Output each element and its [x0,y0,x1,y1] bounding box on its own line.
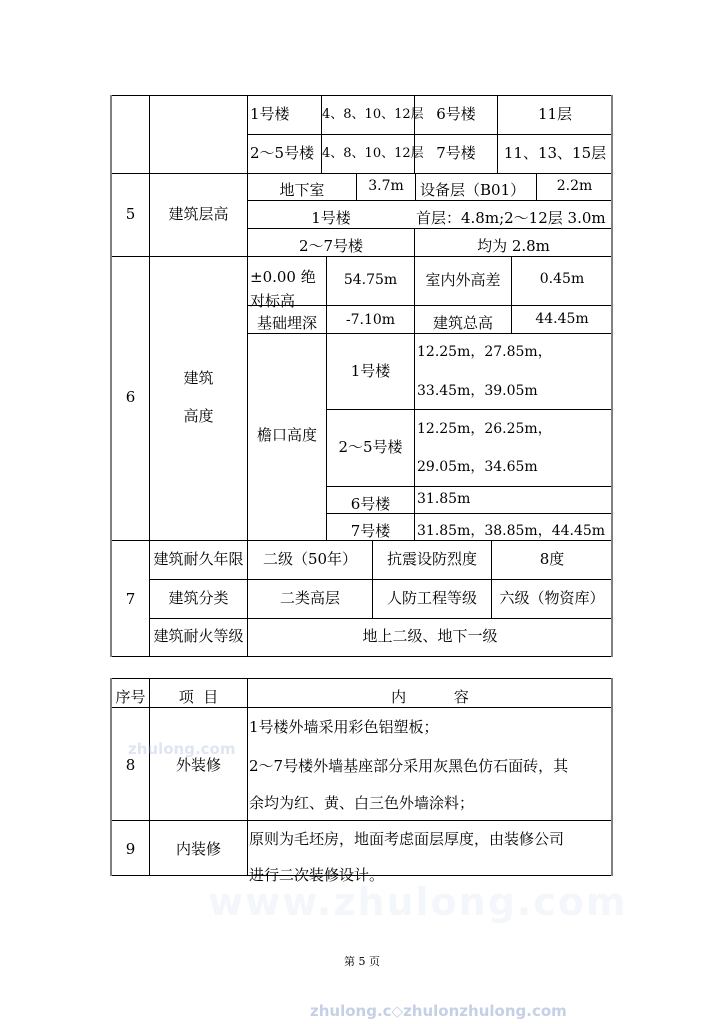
eave-values-7: 31.85m，38.85m，44.45m [417,523,606,539]
cell-building-6: 6号楼 [436,105,476,123]
row8-line2: 2～7号楼外墙基座部分采用灰黑色仿石面砖，其 [249,757,569,775]
cell-building-1: 1号楼 [250,105,290,123]
header-content: 内 容 [391,688,469,706]
civil-defense-value: 六级（物资库） [499,589,605,607]
eave-values-2-5-line1: 12.25m，26.25m， [417,421,552,437]
basement-value: 3.7m [368,178,404,194]
fire-rating-label: 建筑耐火等级 [153,627,244,645]
cell-floors-6: 11层 [537,105,573,123]
cell-building-2-5: 2～5号楼 [250,144,315,162]
basement-label: 地下室 [279,181,325,199]
watermark-bottom: zhulong.c◇zhulonzhulong.com [310,1002,567,1020]
seismic-value: 8度 [539,550,565,568]
row8-line1: 1号楼外墙采用彩色铝塑板； [249,718,439,736]
row-item: 建筑层高 [168,205,229,223]
equipment-floor-value: 2.2m [556,178,593,194]
eave-values-6: 31.85m [417,491,471,507]
fire-rating-value: 地上二级、地下一级 [362,627,498,645]
durability-value: 二级（50年） [262,550,358,568]
foundation-depth-label: 基础埋深 [256,314,317,332]
watermark-large: www.zhulong.com [208,880,628,924]
eave-height-label: 檐口高度 [256,426,317,444]
eave-building-1: 1号楼 [350,362,391,380]
building-1-height: 首层：4.8m;2～12层 3.0m [416,209,606,227]
eave-values-1-line1: 12.25m，27.85m， [417,344,552,360]
row-number: 8 [125,756,136,774]
eave-building-7: 7号楼 [350,522,391,540]
row-number: 5 [125,205,136,223]
row-number: 6 [125,388,136,406]
page-number: 第 5 页 [344,955,380,968]
equipment-floor-label: 设备层（B01） [420,181,526,199]
absolute-elevation-value: 54.75m [343,272,398,288]
indoor-outdoor-diff-value: 0.45m [539,271,585,287]
row-number: 7 [125,590,136,608]
building-2-7-height: 均为 2.8m [477,237,550,255]
total-height-value: 44.45m [535,311,589,327]
indoor-outdoor-diff-label: 室内外高差 [425,271,501,289]
foundation-depth-value: -7.10m [345,312,396,328]
cell-floors-7: 11、13、15层 [503,144,607,162]
header-item: 项 目 [178,688,219,706]
eave-values-2-5-line2: 29.05m，34.65m [417,459,538,475]
row-item: 内装修 [175,840,221,858]
cell-building-7: 7号楼 [436,144,476,162]
building-1-label: 1号楼 [311,209,351,227]
row-item: 外装修 [175,756,221,774]
total-height-label: 建筑总高 [432,314,493,332]
seismic-label: 抗震设防烈度 [386,550,477,568]
watermark-small: zhulong.com [128,740,236,758]
eave-building-2-5: 2～5号楼 [338,438,403,456]
durability-label: 建筑耐久年限 [153,550,244,568]
row-item-line2: 高度 [183,407,214,425]
row-number: 9 [125,840,136,858]
row-item-line1: 建筑 [183,369,214,387]
eave-building-6: 6号楼 [350,495,391,513]
cell-floors-2-5: 4、8、10、12层 [322,146,424,161]
eave-values-1-line2: 33.45m，39.05m [417,383,538,399]
civil-defense-label: 人防工程等级 [386,589,477,607]
row9-line1: 原则为毛坯房，地面考虑面层厚度，由装修公司 [249,830,565,848]
header-number: 序号 [115,688,146,706]
row8-line3: 余均为红、黄、白三色外墙涂料； [249,794,475,812]
cell-floors-1: 4、8、10、12层 [322,107,424,122]
row9-line2: 进行二次装修设计。 [249,866,385,884]
building-2-7-label: 2～7号楼 [298,237,364,255]
absolute-elevation-label: ±0.00 绝对标高 [250,268,316,310]
classification-value: 二类高层 [279,589,340,607]
classification-label: 建筑分类 [168,589,229,607]
